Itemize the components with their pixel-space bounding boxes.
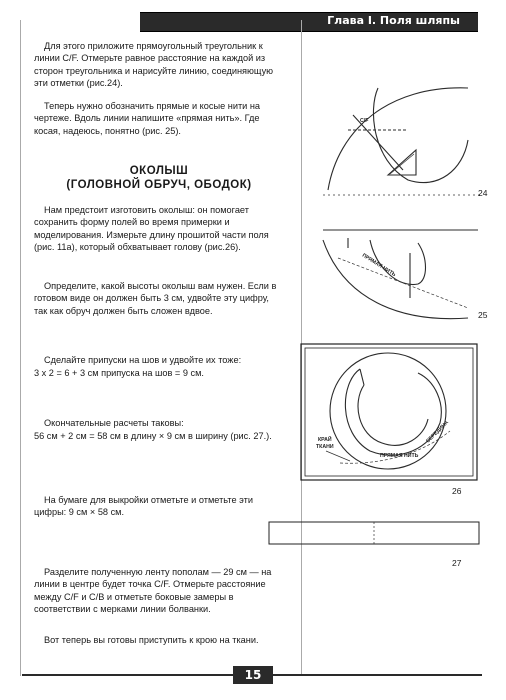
page-number: 15: [233, 666, 273, 684]
chapter-title: Глава I. Поля шляпы: [327, 14, 460, 27]
figure-24-cf-label: C/F: [360, 118, 369, 124]
figure-26-edge-label-1: КРАЙ: [318, 437, 332, 443]
figure-26-number: 26: [452, 486, 462, 496]
section-heading-line2: (ГОЛОВНОЙ ОБРУЧ, ОБОДОК): [66, 179, 252, 191]
paragraph-final-calc: Окончательные расчеты таковы:: [44, 418, 184, 428]
paragraph-final-formula: 56 см + 2 см = 58 см в длину × 9 см в ширину (рис. 27.).: [34, 431, 272, 441]
figure-26-edge-label-2: ТКАНИ: [316, 444, 334, 450]
paragraph-seam-allowance: Сделайте припуски на шов и удвойте их тоже:: [44, 355, 242, 365]
figure-27-number: 27: [452, 558, 462, 568]
paragraph-mark-paper: На бумаге для выкройки отметьте и отметьте эти цифры: 9 см × 58 см.: [34, 495, 253, 518]
figure-24-number: 24: [478, 188, 488, 198]
paragraph-height: Определите, какой высоты околыш вам нужен. Если в готовом виде он должен быть 3 см, удвойте эту цифру, так как обруч должен быть сложен вдвое.: [34, 281, 277, 316]
paragraph-divide-strip: Разделите полученную ленту пополам — 29 см — на линии в центре будет точка C/F. Отмерьте расстояние между C/F и C/B и отметьте боковые замеры в соответствии с мерками линии болванки.: [34, 567, 272, 615]
figure-26-grain-label: ПРЯМАЯ НИТЬ: [380, 453, 419, 459]
figure-25-grain-label: ПРЯМАЯ НИТЬ: [360, 252, 397, 279]
section-heading-line1: ОКОЛЫШ: [129, 165, 189, 177]
section-heading: [34, 164, 284, 192]
paragraph-seam-formula: 3 x 2 = 6 + 3 см припуска на шов = 9 см.: [34, 368, 204, 378]
figure-25-brim-pattern: [318, 218, 488, 328]
figure-24-brim-pattern: [318, 70, 488, 210]
figure-25-number: 25: [478, 310, 488, 320]
figure-26-middle-label: СЕРЕДИНА: [425, 419, 450, 445]
figure-27-strip-pattern: [268, 521, 482, 547]
paragraph-okolysh-intro: Нам предстоит изготовить околыш: он помогает сохранить форму полей во время примерки и моделирования. Измерьте длину прошитой части поля (рис. 11а), который обхватывает голову (рис.26).: [34, 205, 269, 253]
paragraph-triangle: Для этого приложите прямоугольный треугольник к линии C/F. Отмерьте равное расстояние на каждой из сторон треугольника и нарисуйте линию, соединяющую эти отметки (рис.24).: [34, 41, 274, 89]
paragraph-grain: Теперь нужно обозначить прямые и косые нити на чертеже. Вдоль линии напишите «прямая нить». Где косая, надеюсь, понятно (рис. 25).: [34, 101, 261, 136]
paragraph-ready: Вот теперь вы готовы приступить к крою на ткани.: [44, 635, 259, 645]
figure-26-headband-pattern: [300, 343, 478, 481]
